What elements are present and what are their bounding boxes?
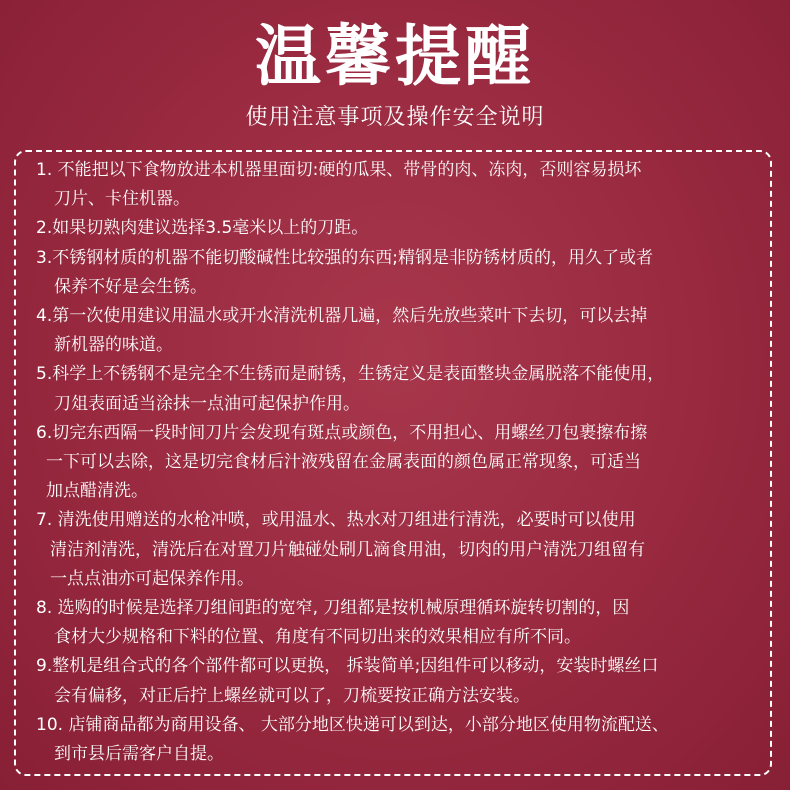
notice-line: 8. 选购的时候是选择刀组间距的宽窄, 刀组都是按机械原理循环旋转切割的，因	[36, 598, 630, 619]
notice-line: 到市县后需客户自提。	[54, 744, 224, 765]
notice-item-6	[36, 419, 756, 507]
notice-line: 2.如果切熟肉建议选择3.5毫米以上的刀距。	[36, 218, 369, 239]
page-subtitle: 使用注意事项及操作安全说明	[245, 105, 545, 130]
notice-line: 6.切完东西隔一段时间刀片会发现有斑点或颜色，不用担心、用螺丝刀包裹擦布擦	[36, 422, 648, 443]
notice-line: 刀片、卡住机器。	[54, 189, 190, 210]
notice-line: 1. 不能把以下食物放进本机器里面切:硬的瓜果、带骨的肉、冻肉，否则容易损坏	[36, 160, 642, 180]
notice-line: 清洁剂清洗，清洗后在对置刀片触碰处刷几滴食用油，切肉的用户清洗刀组留有	[50, 539, 645, 560]
notice-item-4	[36, 302, 756, 360]
notice-item-10	[36, 711, 756, 769]
notice-line: 会有偏移，对正后拧上螺丝就可以了，刀梳要按正确方法安装。	[54, 685, 530, 706]
notice-item-9	[36, 652, 756, 710]
notice-line: 10. 店铺商品都为商用设备、 大部分地区快递可以到达，小部分地区使用物流配送、	[36, 714, 669, 735]
notice-item-5	[36, 360, 756, 418]
notice-line: 食材大少规格和下料的位置、角度有不同切出来的效果相应有所不同。	[54, 627, 581, 648]
notice-line: 5.科学上不锈钢不是完全不生锈而是耐锈，生锈定义是表面整块金属脱落不能使用，	[36, 364, 665, 385]
notice-line: 新机器的味道。	[54, 335, 173, 356]
notice-item-1	[36, 156, 756, 214]
notice-line: 一点点油亦可起保养作用。	[50, 568, 254, 589]
page-title: 温馨提醒	[255, 18, 535, 95]
notice-item-3	[36, 244, 756, 302]
notice-line: 加点醋清洗。	[46, 481, 148, 502]
notice-line: 4.第一次使用建议用温水或开水清洗机器几遍，然后先放些菜叶下去切，可以去掉	[36, 306, 648, 327]
notice-item-2	[36, 214, 756, 243]
notice-line: 9.整机是组合式的各个部件都可以更换， 拆装简单;因组件可以移动，安装时螺丝口	[36, 656, 659, 677]
notice-line: 7. 清洗使用赠送的水枪冲喷，或用温水、热水对刀组进行清洗，必要时可以使用	[36, 510, 636, 531]
notice-item-7	[36, 506, 756, 594]
notice-line: 一下可以去除，这是切完食材后汁液残留在金属表面的颜色属正常现象，可适当	[46, 452, 641, 473]
notice-item-8	[36, 594, 756, 652]
notice-line: 刀俎表面适当涂抹一点油可起保护作用。	[54, 393, 360, 414]
notice-list	[36, 156, 756, 769]
notice-line: 3.不锈钢材质的机器不能切酸碱性比较强的东西;精钢是非防锈材质的，用久了或者	[36, 247, 653, 268]
notice-line: 保养不好是会生锈。	[54, 276, 207, 297]
